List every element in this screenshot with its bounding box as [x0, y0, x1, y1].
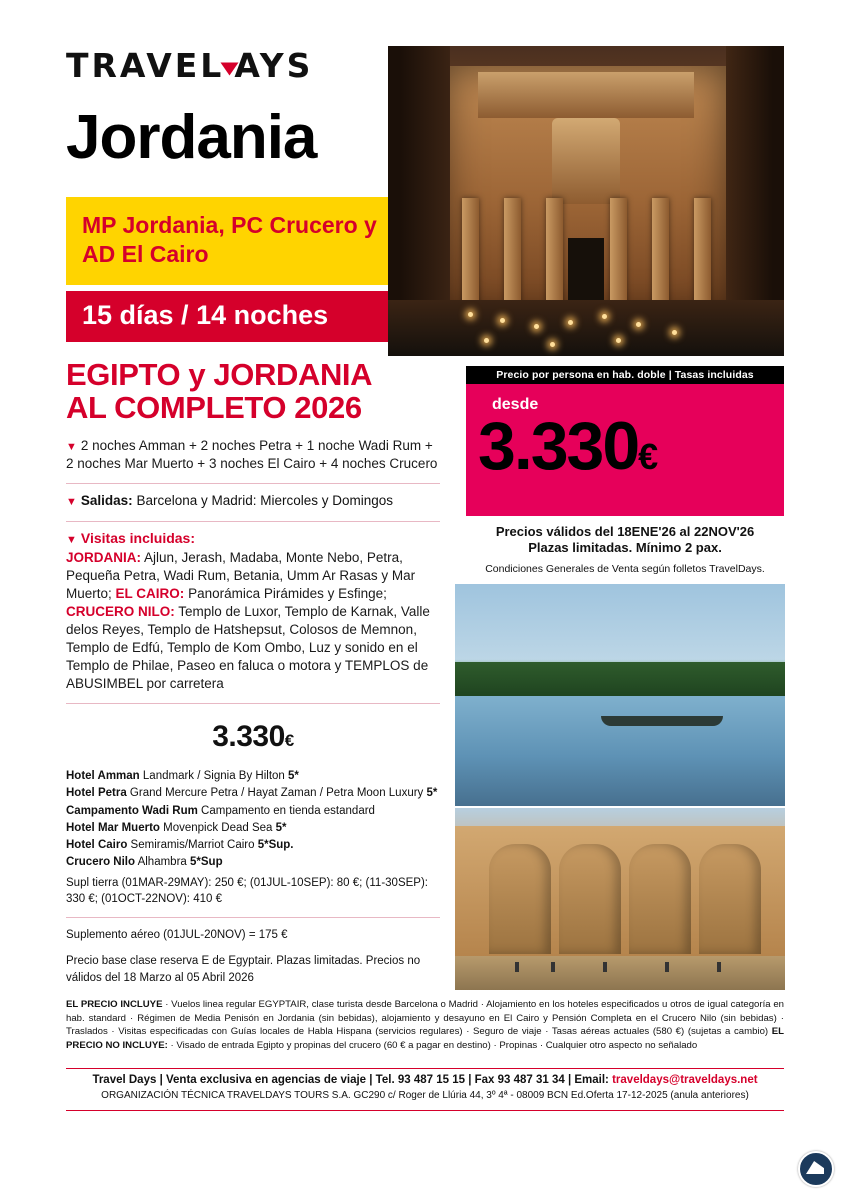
offer-headline-line2: AL COMPLETO 2026	[66, 389, 362, 425]
tourist-figure	[603, 962, 607, 972]
candle-light-icon	[616, 338, 621, 343]
list-item	[66, 768, 440, 785]
red-triangle-icon	[221, 63, 239, 76]
hotel-name: Hotel Cairo	[66, 839, 128, 852]
price-box	[466, 384, 784, 516]
price-desde-label: desde	[492, 396, 539, 413]
hotel-name: Hotel Mar Muerto	[66, 821, 160, 834]
petra-column	[652, 198, 669, 316]
abusimbel-colossus	[699, 844, 761, 954]
petra-column	[694, 198, 711, 316]
validity-line1: Precios válidos del 18ENE'26 al 22NOV'26	[495, 524, 755, 539]
hotel-name: Hotel Petra	[66, 787, 127, 800]
petra-column	[610, 198, 627, 316]
visits-jordania-label: JORDANIA:	[66, 549, 142, 565]
nile-photo	[455, 584, 785, 806]
validity-note	[466, 524, 784, 557]
corner-badge-icon[interactable]	[798, 1151, 834, 1187]
fine-print-excludes-text: · Visado de entrada Egipto y propinas del crucero (60 € a pagar en destino) · Propinas · Cualquier otro aspecto no señalado	[167, 1039, 698, 1051]
footer-email[interactable]: traveldays@traveldays.net	[612, 1074, 758, 1086]
page-title: Jordania	[66, 103, 317, 172]
abusimbel-photo	[455, 808, 785, 990]
list-item	[66, 803, 440, 820]
divider	[66, 483, 440, 484]
petra-ground	[388, 300, 784, 356]
candle-light-icon	[484, 338, 489, 343]
footer-legal-line: ORGANIZACIÓN TÉCNICA TRAVELDAYS TOURS S.A. GC290 c/ Roger de Llúria 44, 3º 4ª - 08009 BCN Ed.Oferta 17-12-2025 (anula anteriores)	[101, 1090, 749, 1101]
petra-facade	[444, 66, 728, 316]
fine-print	[66, 998, 784, 1052]
badge-inner-shape	[806, 1161, 824, 1174]
footer-contact-line	[66, 1074, 784, 1086]
fine-print-excludes-label: EL PRECIO NO INCLUYE:	[66, 1026, 784, 1051]
petra-column	[546, 198, 563, 316]
divider	[66, 917, 440, 918]
itinerary-summary-text: 2 noches Amman + 2 noches Petra + 1 noche Wadi Rum + 2 noches Mar Muerto + 3 noches El Cairo + 4 noches Crucero	[66, 438, 438, 472]
petra-pediment	[478, 72, 694, 118]
visits-crucero-text: Templo de Luxor, Templo de Karnak, Valle delos Reyes, Templo de Hatshepsut, Colosos de Memnon, Templo de Edfú, Templo de Kom Ombo, Luz y sonido en el Templo de Philae, Paseo en faluca o motora y TEMPLOS de ABUSIMBEL por carretera	[66, 603, 430, 692]
list-item	[66, 820, 440, 837]
list-item	[66, 785, 440, 802]
footer-phone: 93 487 15 15	[397, 1074, 465, 1086]
divider	[66, 703, 440, 704]
felucca-hull	[601, 716, 723, 726]
left-price-amount: 3.330	[212, 720, 285, 754]
candle-light-icon	[568, 320, 573, 325]
visits-title	[66, 530, 440, 546]
nile-palm-treeline	[455, 662, 785, 696]
petra-photo	[388, 46, 784, 356]
price-banner-label: Precio por persona en hab. doble | Tasas incluidas	[466, 366, 784, 384]
hotel-stars: 5*	[288, 770, 299, 783]
hotel-stars: 5*	[426, 787, 438, 800]
abusimbel-colossus	[559, 844, 621, 954]
hotel-stars: 5*Sup	[190, 856, 223, 869]
petra-tholos	[552, 118, 620, 204]
itinerary-summary	[66, 437, 440, 473]
price-amount-number: 3.330	[478, 408, 639, 484]
fine-print-includes-label: EL PRECIO INCLUYE	[66, 999, 163, 1010]
hotel-value: Alhambra	[137, 856, 187, 869]
tourist-figure	[515, 962, 519, 972]
triangle-bullet-icon: ▼	[66, 441, 77, 454]
candle-light-icon	[500, 318, 505, 323]
departures-value: Barcelona y Madrid: Miercoles y Domingos	[136, 493, 394, 509]
fine-print-includes-text: · Vuelos linea regular EGYPTAIR, clase turista desde Barcelona o Madrid · Alojamiento en los hoteles especificados u otros de igual categoría en hab. standard · Régimen de Media Penisón en Jordania (sin bebidas), alojamiento y desayuno en El Cairo y Pensión Completa en el Crucero Nilo (sin bebidas) · Traslados · Visitas especificadas con Guías locales de Habla Hispana (servicios regulares) · Seguro de viaje · Tasas aéreas actuales (580 €) (sujetas a cambio)	[66, 999, 784, 1038]
candle-light-icon	[636, 322, 641, 327]
visits-cairo-label: EL CAIRO:	[115, 585, 185, 601]
visits-cairo-text: Panorámica Pirámides y Esfinge;	[188, 585, 387, 601]
base-fare-note: Precio base clase reserva E de Egyptair. Plazas limitadas. Precios no válidos del 18 Marzo al 05 Abril 2026	[66, 955, 421, 984]
logo-text-travel: TRAVEL	[66, 46, 225, 85]
departures-label: Salidas:	[80, 493, 133, 509]
list-item	[66, 837, 440, 854]
candle-light-icon	[534, 324, 539, 329]
visits-crucero-label: CRUCERO NILO:	[66, 603, 175, 619]
petra-column	[462, 198, 479, 316]
abusimbel-colossus	[489, 844, 551, 954]
hotel-name: Campamento Wadi Rum	[66, 804, 198, 817]
abusimbel-ground	[455, 956, 785, 990]
regime-badge: MP Jordania, PC Crucero y AD El Cairo	[66, 197, 408, 285]
left-content-column	[66, 46, 440, 986]
hotel-name: Crucero Nilo	[66, 856, 136, 869]
traveldays-logo	[66, 46, 313, 85]
offer-headline	[66, 358, 440, 425]
left-price-currency: €	[284, 731, 294, 751]
footer-fax-text: | Fax 93 487 31 34 | Email:	[465, 1074, 613, 1086]
candle-light-icon	[602, 314, 607, 319]
petra-column	[504, 198, 521, 316]
tourist-figure	[665, 962, 669, 972]
candle-light-icon	[468, 312, 473, 317]
hotel-value: Movenpick Dead Sea	[163, 821, 273, 834]
price-currency: €	[638, 436, 659, 477]
logo-text-days: AYS	[234, 46, 314, 85]
departures-row	[66, 492, 440, 510]
tourist-figure	[551, 962, 555, 972]
hotel-value: Grand Mercure Petra / Hayat Zaman / Petra Moon Luxury	[129, 787, 424, 800]
hotel-value: Landmark / Signia By Hilton	[142, 770, 285, 783]
visits-body	[66, 549, 440, 694]
conditions-note: Condiciones Generales de Venta según folletos TravelDays.	[485, 563, 765, 575]
list-item	[66, 854, 440, 871]
visits-jordania-text: Ajlun, Jerash, Madaba, Monte Nebo, Petra, Pequeña Petra, Wadi Rum, Betania, Umm Ar Rasas y Mar Muerto;	[66, 549, 416, 601]
candle-light-icon	[672, 330, 677, 335]
tourist-figure	[717, 962, 721, 972]
visits-title-text: Visitas incluidas:	[80, 529, 196, 546]
hotel-value: Campamento en tienda estandard	[201, 804, 375, 817]
supplement-air: Suplemento aéreo (01JUL-20NOV) = 175 €	[66, 929, 288, 942]
footer-divider-bottom	[66, 1110, 784, 1111]
footer-mid-text: | Venta exclusiva en agencias de viaje | Tel.	[156, 1074, 398, 1086]
triangle-bullet-icon: ▼	[66, 496, 77, 509]
footer-company: Travel Days	[92, 1074, 157, 1086]
hotel-value: Semiramis/Marriot Cairo	[130, 839, 255, 852]
hotel-stars: 5*	[275, 821, 287, 834]
footer-divider-top	[66, 1068, 784, 1069]
abusimbel-colossus	[629, 844, 691, 954]
price-amount	[478, 408, 659, 484]
hotels-list	[66, 768, 440, 872]
nile-water	[455, 696, 785, 806]
left-price	[66, 720, 440, 754]
candle-light-icon	[550, 342, 555, 347]
divider	[66, 521, 440, 522]
offer-headline-line1: EGIPTO y JORDANIA	[66, 356, 373, 392]
triangle-bullet-icon: ▼	[66, 533, 77, 546]
validity-line2: Plazas limitadas. Mínimo 2 pax.	[528, 540, 722, 556]
duration-badge: 15 días / 14 noches	[66, 291, 408, 342]
hotel-name: Hotel Amman	[66, 770, 140, 783]
supplement-land: Supl tierra (01MAR-29MAY): 250 €; (01JUL-10SEP): 80 €; (11-30SEP): 330 €; (01OCT-22NOV): 410 €	[66, 876, 428, 905]
hotel-stars: 5*Sup.	[257, 839, 294, 852]
